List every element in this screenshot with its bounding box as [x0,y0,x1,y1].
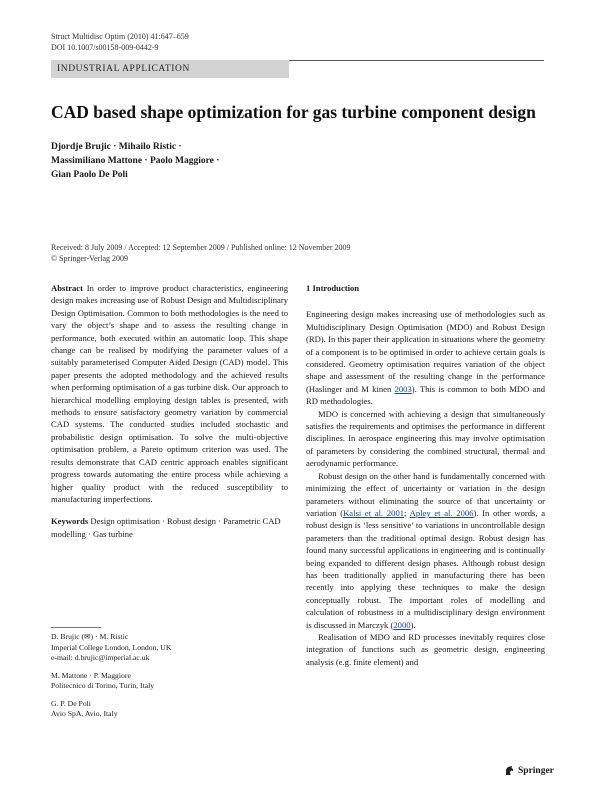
affiliation-institution: Politecnico di Torino, Turin, Italy [51,681,155,690]
journal-citation: Struct Multidisc Optim (2010) 41:647–659 [51,32,189,41]
paragraph-text: ). [410,619,416,630]
paragraph: MDO is concerned with achieving a design that simultaneously satisfies the requirements and optimises the performance in different disciplines. In aerospace engineering this may involve optimisation of parameters by considering the combined structural, thermal and aerodynamic performance. [306,408,545,469]
publication-dates [51,242,351,264]
affiliations [51,632,288,727]
abstract-heading: Abstract [51,283,83,293]
paragraph-text: Engineering design makes increasing use of methodologies such as Multidisciplinary Design Optimisation (MDO) and Robust Design (RD). In this paper their application in situations where the geometry of a component is to be optimised in order to achieve certain goals is considered. Geometry optimisation requires variation of the object shape and assessment of the resulting change in the performance (Haslinger and M kinen [306,309,545,394]
paragraph-text: Robust design on the other hand is fundamentally concerned with minimizing the effect of uncertainty or variation in the design parameters without eliminating the source of that uncertainty or variation ( [306,470,545,518]
section-label: INDUSTRIAL APPLICATION [51,60,289,78]
keywords [51,515,288,540]
springer-horse-icon [504,765,515,776]
affiliation-authors: M. Mattone · P. Maggiore [51,670,131,680]
publisher-logo [504,765,554,776]
affiliation-rule [51,627,101,628]
citation-link[interactable]: 2000 [393,619,411,630]
affiliation-authors: G. P. De Poli [51,698,91,708]
affiliation-email[interactable]: e-mail: d.brujic@imperial.ac.uk [51,653,150,662]
section-heading-introduction: 1 Introduction [306,283,360,293]
author-list [51,140,371,182]
journal-header [51,31,189,53]
citation-link[interactable]: Kalsi et al. 2001 [343,507,405,518]
author-line: Djordje Brujic · Mihailo Ristic · [51,142,182,152]
affiliation-institution: Avio SpA, Avio, Italy [51,709,118,718]
affiliation-authors: D. Brujic (✉) · M. Ristic [51,632,129,641]
abstract-text: In order to improve product characteristics, engineering design makes increasing use of Robust Design and Multidisciplinary Design Optimisation. Common to both methodologies is the need to vary the object’s shape and to assess the resulting change in performance, both executed within an automatic loop. This shape change can be realised by modifying the parameter values of a suitably parameterised Computer Aided Design (CAD) model. This paper presents the adopted methodology and the achieved results when performing optimisation of a gas turbine disk. Our approach to hierarchical modelling employing design tables is presented, with methods to ensure satisfactory geometry variation by commercial CAD systems. The conducted studies included stochastic and probabilistic design optimisation. To solve the multi-objective optimisation problem, a Pareto optimum criterion was used. The results demonstrate that CAD centric approach enables significant progress towards automating the entire process while achieving a higher quality product with the reduced susceptibility to manufacturing imperfections. [51,283,288,504]
affiliation-block [51,632,288,664]
paper-title: CAD based shape optimization for gas turbine component design [51,102,536,122]
author-line: Gian Paolo De Poli [51,170,128,180]
section-rule [289,60,544,61]
affiliation-block [51,671,288,692]
citation-link[interactable]: 2003 [394,383,412,394]
paragraph-text: ). In other words, a robust design is ‘less sensitive’ to variations in uncontrollable design parameters than the traditional optimal design. Robust design has found many successful applications in engineering and is continually being expanded to different design phases. Although robust design has been traditionally applied in manufacturing there has been recently into applying these techniques to make the design conceptually robust. The important roles of modelling and calculation of robustness in a multidisciplinary design environment is discussed in Marczyk ( [306,507,546,630]
affiliation-institution: Imperial College London, London, UK [51,642,172,652]
paragraph-text: ; [404,507,410,518]
right-column [306,282,545,668]
keywords-text: Design optimisation · Robust design · Parametric CAD modelling · Gas turbine [51,516,281,539]
doi: DOI 10.1007/s00158-009-0442-9 [51,43,159,52]
affiliation-block [51,699,288,720]
author-line: Massimiliano Mattone · Paolo Maggiore · [51,156,220,166]
paragraph: Realisation of MDO and RD processes inevitably requires close integration of functions such as geometric design, engineering analysis (e.g. finite element) and [306,631,545,667]
left-column [51,282,288,540]
publisher-name: Springer [518,765,554,776]
keywords-heading: Keywords [51,516,89,527]
citation-link[interactable]: Apley et al. 2006 [409,507,474,518]
paragraph-text: ). This is common to both MDO and RD methodologies. [306,383,545,407]
copyright: © Springer-Verlag 2009 [51,254,129,263]
received-accepted-dates: Received: 8 July 2009 / Accepted: 12 September 2009 / Published online: 12 November 2009 [51,243,351,252]
paragraph [306,308,545,407]
abstract [51,282,288,505]
paragraph [306,470,545,631]
